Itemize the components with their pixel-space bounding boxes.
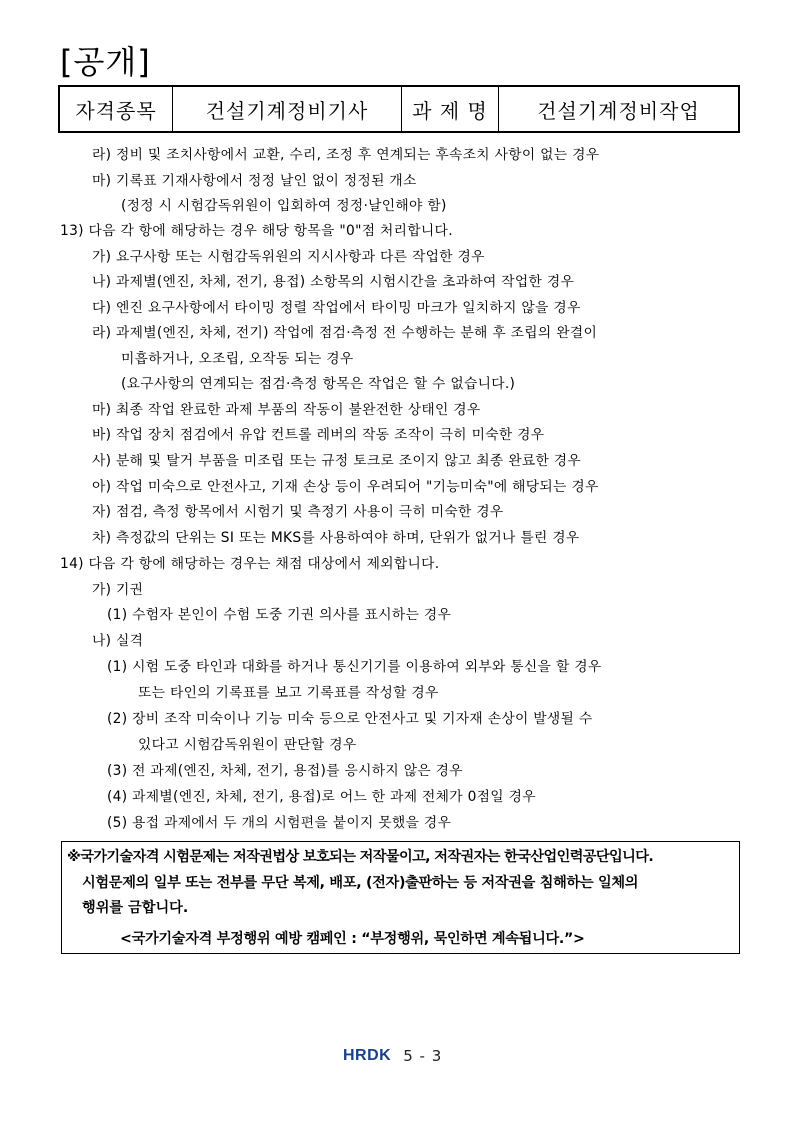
list-item: 또는 타인의 기록표를 보고 기록표를 작성할 경우 (138, 685, 439, 701)
list-item: 아) 작업 미숙으로 안전사고, 기재 손상 등이 우려되어 "기능미숙"에 해당되는 경우 (92, 479, 599, 495)
list-item: 라) 과제별(엔진, 차체, 전기) 작업에 점검·측정 전 수행하는 분해 후 조립의 완결이 (92, 325, 598, 341)
list-item: 자) 점검, 측정 항목에서 시험기 및 측정기 사용이 극히 미숙한 경우 (92, 504, 504, 520)
list-item: 14) 다음 각 항에 해당하는 경우는 채점 대상에서 제외합니다. (60, 556, 440, 572)
list-item: 미흡하거나, 오조립, 오작동 되는 경우 (121, 351, 354, 367)
list-item: 가) 기권 (92, 582, 144, 598)
list-item: (요구사항의 연계되는 점검·측정 항목은 작업은 할 수 없습니다.) (121, 376, 516, 392)
page-label: [공개] (60, 43, 151, 81)
hrdk-logo: HRDK (343, 1047, 392, 1064)
category-value: 건설기계정비기사 (173, 86, 402, 132)
page-number: 5 - 3 (403, 1047, 443, 1065)
list-item: 나) 실격 (92, 633, 144, 649)
list-item: 마) 최종 작업 완료한 과제 부품의 작동이 불완전한 상태인 경우 (92, 402, 481, 418)
list-item: (1) 시험 도중 타인과 대화를 하거나 통신기기를 이용하여 외부와 통신을 할 경우 (107, 659, 602, 675)
list-item: (3) 전 과제(엔진, 차체, 전기, 용접)를 응시하지 않은 경우 (107, 763, 463, 779)
list-item: (5) 용접 과제에서 두 개의 시험편을 붙이지 못했을 경우 (107, 815, 452, 831)
list-item: 있다고 시험감독위원이 판단할 경우 (138, 737, 357, 753)
task-label: 과 제 명 (402, 86, 499, 132)
list-item: (정정 시 시험감독위원이 입회하여 정정·날인해야 함) (121, 198, 447, 214)
list-item: 사) 분해 및 탈거 부품을 미조립 또는 규정 토크로 조이지 않고 최종 완료한 경우 (92, 453, 582, 469)
list-item: 바) 작업 장치 점검에서 유압 컨트롤 레버의 작동 조작이 극히 미숙한 경우 (92, 427, 545, 443)
list-item: 나) 과제별(엔진, 차체, 전기, 용접) 소항목의 시험시간을 초과하여 작업한 경우 (92, 274, 575, 290)
list-item: 13) 다음 각 항에 해당하는 경우 해당 항목을 "0"점 처리합니다. (60, 223, 453, 239)
task-value: 건설기계정비작업 (499, 86, 740, 132)
category-label: 자격종목 (59, 86, 173, 132)
list-item: (1) 수험자 본인이 수험 도중 기권 의사를 표시하는 경우 (107, 607, 452, 623)
list-item: 차) 측정값의 단위는 SI 또는 MKS를 사용하여야 하며, 단위가 없거나 틀린 경우 (92, 530, 580, 546)
list-item: 가) 요구사항 또는 시험감독위원의 지시사항과 다른 작업한 경우 (92, 249, 485, 265)
list-item: (4) 과제별(엔진, 차체, 전기, 용접)로 어느 한 과제 전체가 0점일 경우 (107, 789, 536, 805)
list-item: 라) 정비 및 조치사항에서 교환, 수리, 조정 후 연계되는 후속조치 사항이 없는 경우 (92, 147, 600, 163)
campaign-line: <국가기술자격 부정행위 예방 캠페인 : “부정행위, 묵인하면 계속됩니다.”> (120, 931, 585, 947)
copyright-line: 행위를 금합니다. (82, 900, 189, 916)
copyright-line: ※국가기술자격 시험문제는 저작권법상 보호되는 저작물이고, 저작권자는 한국산업인력공단입니다. (67, 849, 654, 865)
list-item: 다) 엔진 요구사항에서 타이밍 정렬 작업에서 타이밍 마크가 일치하지 않을 경우 (92, 300, 581, 316)
page-footer (343, 1045, 442, 1067)
list-item: (2) 장비 조작 미숙이나 기능 미숙 등으로 안전사고 및 기자재 손상이 발생될 수 (107, 711, 593, 727)
copyright-notice (61, 841, 740, 954)
copyright-line: 시험문제의 일부 또는 전부를 무단 복제, 배포, (전자)출판하는 등 저작권을 침해하는 일체의 (82, 875, 639, 891)
header-table (58, 85, 740, 133)
list-item: 마) 기록표 기재사항에서 정정 날인 없이 정정된 개소 (92, 173, 417, 189)
